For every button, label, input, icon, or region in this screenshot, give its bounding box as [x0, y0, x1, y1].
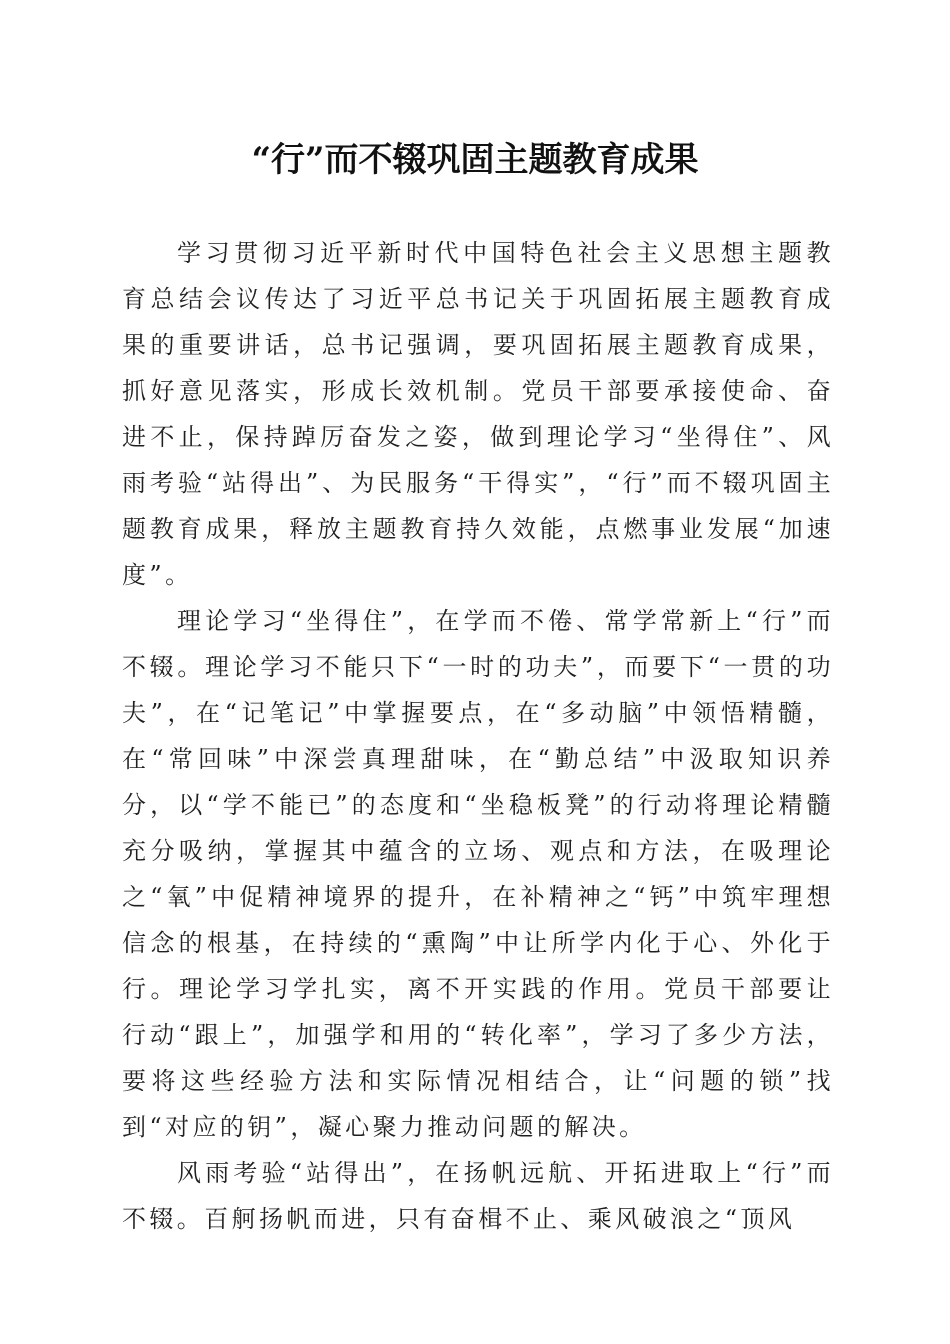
document-body	[122, 230, 834, 1242]
paragraph-intro: 学习贯彻习近平新时代中国特色社会主义思想主题教育总结会议传达了习近平总书记关于巩固拓展主题教育成果的重要讲话，总书记强调，要巩固拓展主题教育成果，抓好意见落实，形成长效机制。党员干部要承接使命、奋进不止，保持踔厉奋发之姿，做到理论学习“坐得住”、风雨考验“站得出”、为民服务“干得实”，“行”而不辍巩固主题教育成果，释放主题教育持久效能，点燃事业发展“加速度”。	[122, 239, 834, 589]
document-title: “行”而不辍巩固主题教育成果	[251, 140, 699, 180]
paragraph-theory-study: 理论学习“坐得住”，在学而不倦、常学常新上“行”而不辍。理论学习不能只下“一时的功夫”，而要下“一贯的功夫”，在“记笔记”中掌握要点，在“多动脑”中领悟精髓，在“常回味”中深尝真理甜味，在“勤总结”中汲取知识养分，以“学不能已”的态度和“坐稳板凳”的行动将理论精髓充分吸纳，掌握其中蕴含的立场、观点和方法，在吸理论之“氧”中促精神境界的提升，在补精神之“钙”中筑牢理想信念的根基，在持续的“熏陶”中让所学内化于心、外化于行。理论学习学扎实，离不开实践的作用。党员干部要让行动“跟上”，加强学和用的“转化率”，学习了多少方法，要将这些经验方法和实际情况相结合，让“问题的锁”找到“对应的钥”，凝心聚力推动问题的解决。	[122, 607, 834, 1141]
paragraph-wind-rain-test: 风雨考验“站得出”，在扬帆远航、开拓进取上“行”而不辍。百舸扬帆而进，只有奋楫不止、乘风破浪之“顶风	[122, 1159, 834, 1233]
